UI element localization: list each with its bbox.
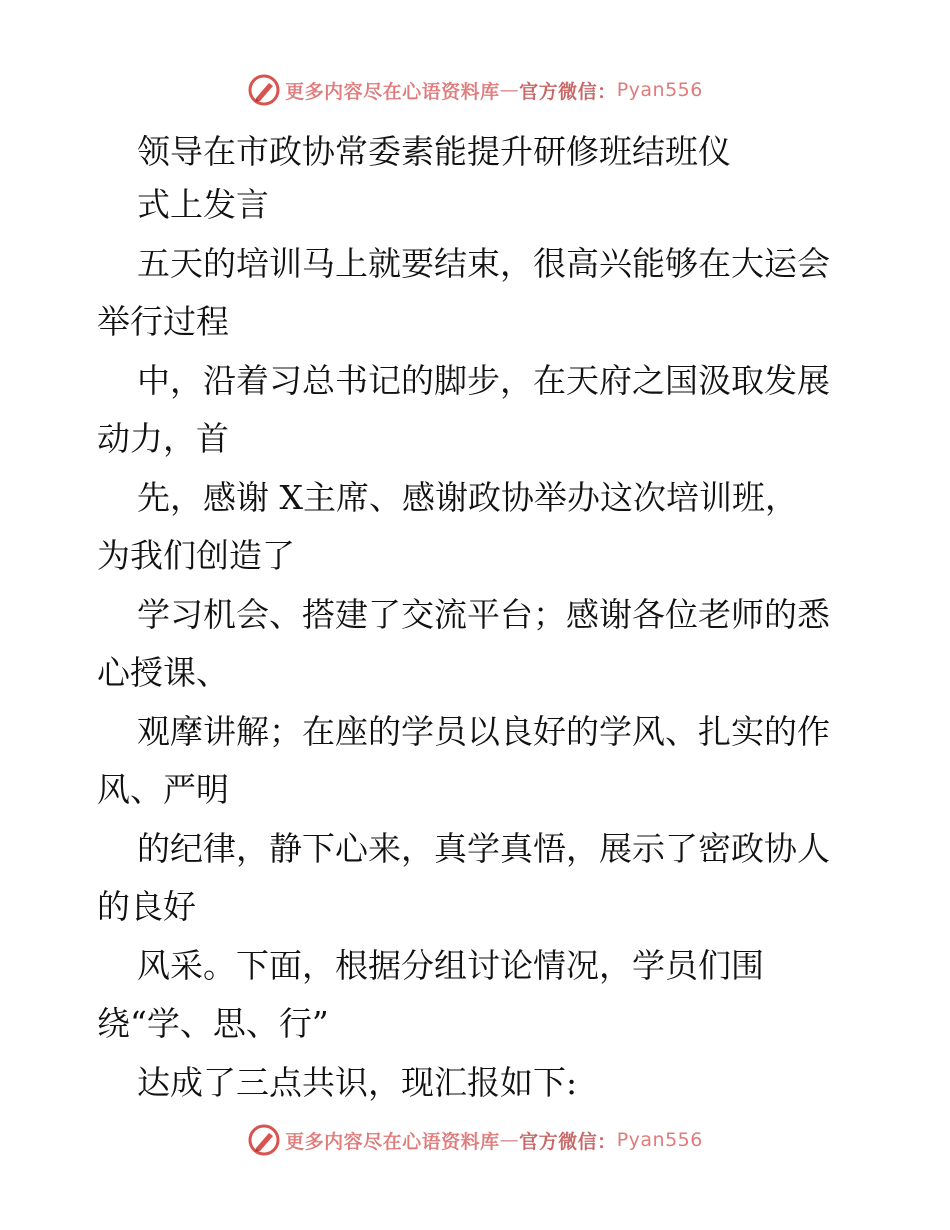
banner-separator: — xyxy=(499,1129,520,1151)
banner-separator: — xyxy=(499,79,520,101)
text-line: 风采。下面，根据分组讨论情况，学员们围 xyxy=(137,946,764,985)
text-line: 举行过程 xyxy=(97,302,229,341)
text-line: 中，沿着习总书记的脚步，在天府之国汲取发展 xyxy=(137,361,830,400)
text-line: 的良好 xyxy=(97,887,196,926)
text-line: 观摩讲解；在座的学员以良好的学风、扎实的作 xyxy=(137,712,830,751)
banner-wechat-label: 官方微信： xyxy=(519,1130,617,1153)
banner-wechat-id: Pyan556 xyxy=(616,1129,703,1151)
text-line: 为我们创造了 xyxy=(97,536,295,575)
text-line: 风、严明 xyxy=(97,770,229,809)
banner-main-text: 更多内容尽在心语资料库 xyxy=(285,1130,500,1153)
text-line: 式上发言 xyxy=(137,185,269,224)
text-line: 先，感谢 X主席、感谢政协举办这次培训班， xyxy=(137,478,798,517)
text-line: 五天的培训马上就要结束，很高兴能够在大运会 xyxy=(137,244,830,283)
text-line: 心授课、 xyxy=(97,653,229,692)
banner-wechat-label: 官方微信： xyxy=(519,80,617,103)
text-line: 绕“学、思、行” xyxy=(97,1004,329,1043)
pen-logo-icon xyxy=(247,1123,281,1157)
text-line: 动力，首 xyxy=(97,419,229,458)
text-line: 学习机会、搭建了交流平台；感谢各位老师的悉 xyxy=(137,595,830,634)
text-line: 达成了三点共识，现汇报如下: xyxy=(137,1063,578,1102)
text-line: 领导在市政协常委素能提升研修班结班仪 xyxy=(137,132,731,171)
banner-wechat-id: Pyan556 xyxy=(616,79,703,101)
text-line: 的纪律，静下心来，真学真悟，展示了密政协人 xyxy=(137,829,830,868)
banner-main-text: 更多内容尽在心语资料库 xyxy=(285,80,500,103)
header-watermark-banner xyxy=(0,70,950,110)
footer-watermark-banner xyxy=(0,1120,950,1160)
pen-logo-icon xyxy=(247,73,281,107)
